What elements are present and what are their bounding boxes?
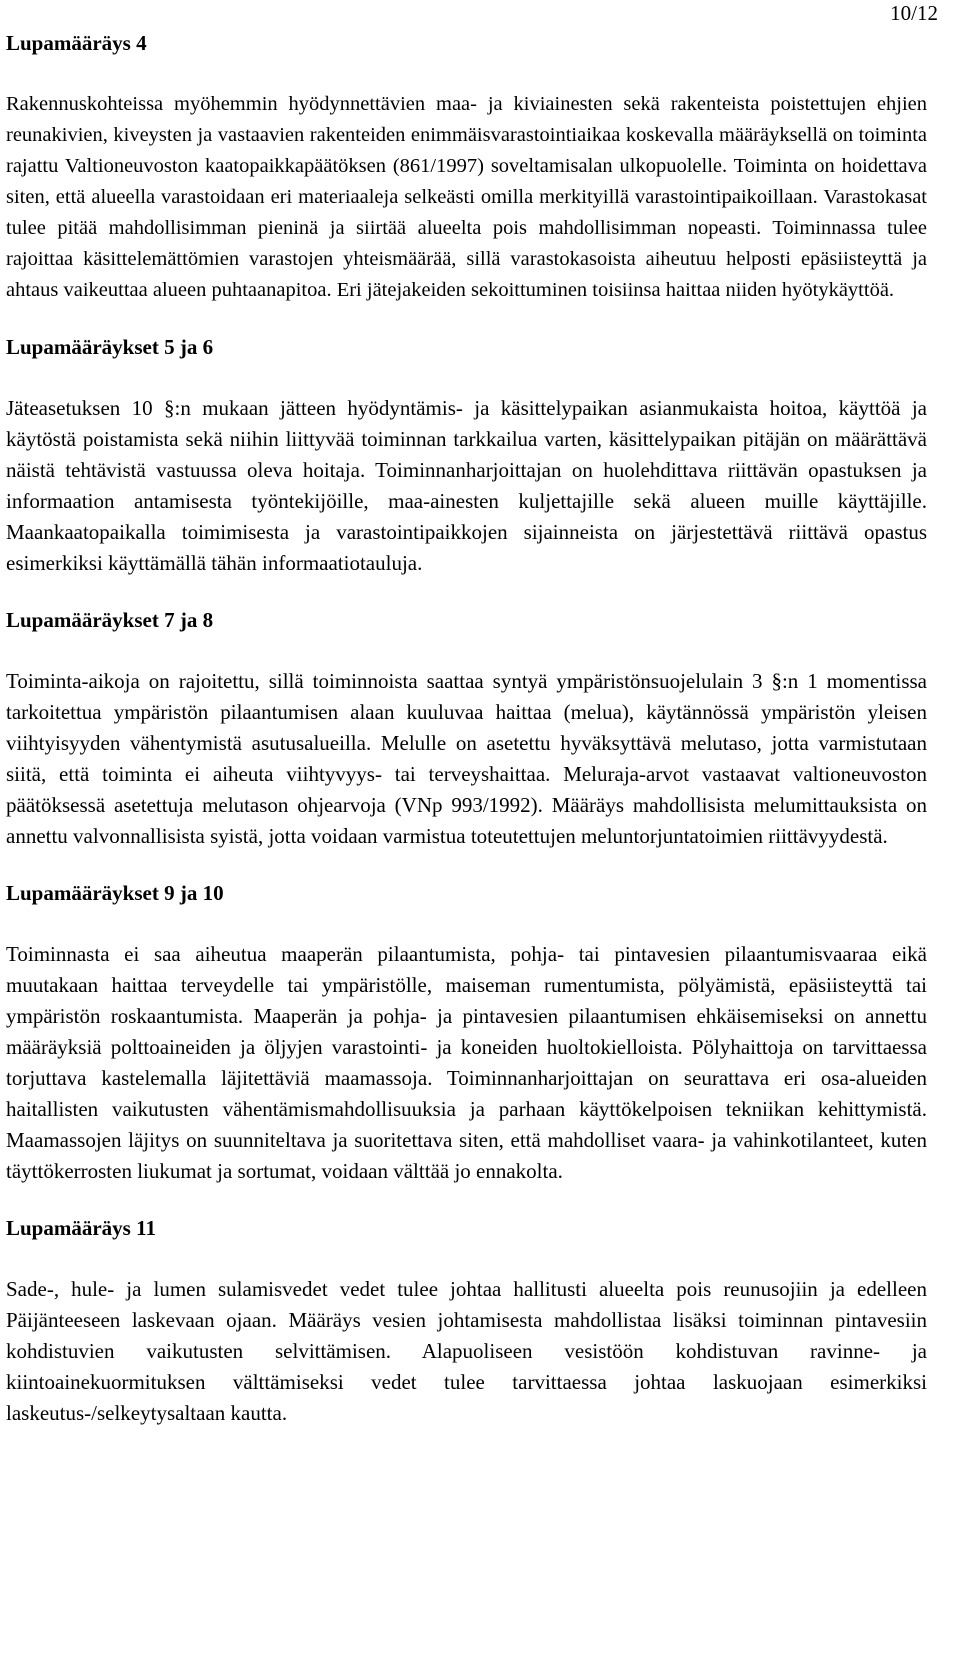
section-paragraph: Rakennuskohteissa myöhemmin hyödynnettävien maa- ja kiviainesten sekä rakenteista poistettujen ehjien reunakivien, kiveysten ja vastaavien rakenteiden enimmäisvarastointiaikaa koskevalla määräyksellä on toiminta rajattu Valtioneuvoston kaatopaikkapäätöksen (861/1997) soveltamisalan ulkopuolelle. Toiminta on hoidettava siten, että alueella varastoidaan eri materiaaleja selkeästi omilla merkityillä varastointipaikoillaan. Varastokasat tulee pitää mahdollisimman pieninä ja siirtää alueelta pois mahdollisimman nopeasti. Toiminnassa tulee rajoittaa käsittelemättömien varastojen yhteismäärää, sillä varastokasoista aiheutuu helposti epäsiisteyttä ja ahtaus vaikeuttaa alueen puhtaanapitoa. Eri jätejakeiden sekoittuminen toisiinsa haittaa niiden hyötykäyttöä. <box>6 93 927 301</box>
section-paragraph: Sade-, hule- ja lumen sulamisvedet vedet tulee johtaa hallitusti alueelta pois reunusojiin ja edelleen Päijänteeseen laskevaan ojaan. Määräys vesien johtamisesta mahdollistaa lisäksi toiminnan pintavesiin kohdistuvien vaikutusten selvittämisen. Alapuoliseen vesistöön kohdistuvan ravinne- ja kiintoainekuormituksen välttämiseksi vedet tulee tarvittaessa johtaa laskuojaan esimerkiksi laskeutus-/selkeytysaltaan kautta. <box>6 1277 927 1425</box>
section-lupamaaraykset-7-8 <box>6 607 927 852</box>
section-lupamaaraykset-5-6 <box>6 334 927 579</box>
section-paragraph: Toiminta-aikoja on rajoitettu, sillä toiminnoista saattaa syntyä ympäristönsuojelulain 3 §:n 1 momentissa tarkoitettua ympäristön pilaantumisen alaan kuuluvaa haittaa (melua), käytännössä ympäristön yleisen viihtyisyyden vähentymistä asutusalueilla. Melulle on asetettu hyväksyttävä melutaso, jotta varmistutaan siitä, että toiminta ei aiheuta viihtyvyys- tai terveyshaittaa. Meluraja-arvot vastaavat valtioneuvoston päätöksessä asetettuja melutason ohjearvoja (VNp 993/1992). Määräys mahdollisista melumittauksista on annettu valvonnallisista syistä, jotta voidaan varmistua toteutettujen meluntorjuntatoimien riittävyydestä. <box>6 669 927 848</box>
section-paragraph: Jäteasetuksen 10 §:n mukaan jätteen hyödyntämis- ja käsittelypaikan asianmukaista hoitoa, käyttöä ja käytöstä poistamista sekä niihin liittyvää toiminnan tarkkailua varten, käsittelypaikan pitäjän on määrättävä näistä tehtävistä vastuussa oleva hoitaja. Toiminnanharjoittajan on huolehdittava riittävän opastuksen ja informaation antamisesta työntekijöille, maa-ainesten kuljettajille sekä alueen muille käyttäjille. Maankaatopaikalla toimimisesta ja varastointipaikkojen sijainneista on järjestettävä riittävä opastus esimerkiksi käyttämällä tähän informaatiotauluja. <box>6 396 927 575</box>
section-heading: Lupamääräykset 5 ja 6 <box>6 335 214 359</box>
section-heading: Lupamääräykset 9 ja 10 <box>6 881 224 905</box>
section-lupamaarays-11 <box>6 1215 927 1429</box>
section-heading: Lupamääräys 11 <box>6 1216 156 1240</box>
section-paragraph: Toiminnasta ei saa aiheutua maaperän pilaantumista, pohja- tai pintavesien pilaantumisvaaraa eikä muutakaan haittaa terveydelle tai ympäristölle, maiseman rumentumista, pölyämistä, epäsiisteyttä tai ympäristön roskaantumista. Maaperän ja pohja- ja pintavesien pilaantumisen ehkäisemiseksi on annettu määräyksiä polttoaineiden ja öljyjen varastointi- ja koneiden huoltokielloista. Pölyhaittoja on tarvittaessa torjuttava kastelemalla läjitettäviä maamassoja. Toiminnanharjoittajan on seurattava eri osa-alueiden haitallisten vaikutusten vähentämismahdollisuuksia ja parhaan käyttökelpoisen tekniikan kehittymistä. Maamassojen läjitys on suunniteltava ja suoritettava siten, että mahdolliset vaara- ja vahinkotilanteet, kuten täyttökerrosten liukumat ja sortumat, voidaan välttää jo ennakolta. <box>6 942 927 1183</box>
page-number: 10/12 <box>890 1 938 25</box>
section-lupamaarays-4 <box>6 0 927 306</box>
section-heading: Lupamääräys 4 <box>6 31 147 55</box>
section-lupamaaraykset-9-10 <box>6 880 927 1187</box>
section-heading: Lupamääräykset 7 ja 8 <box>6 608 214 632</box>
